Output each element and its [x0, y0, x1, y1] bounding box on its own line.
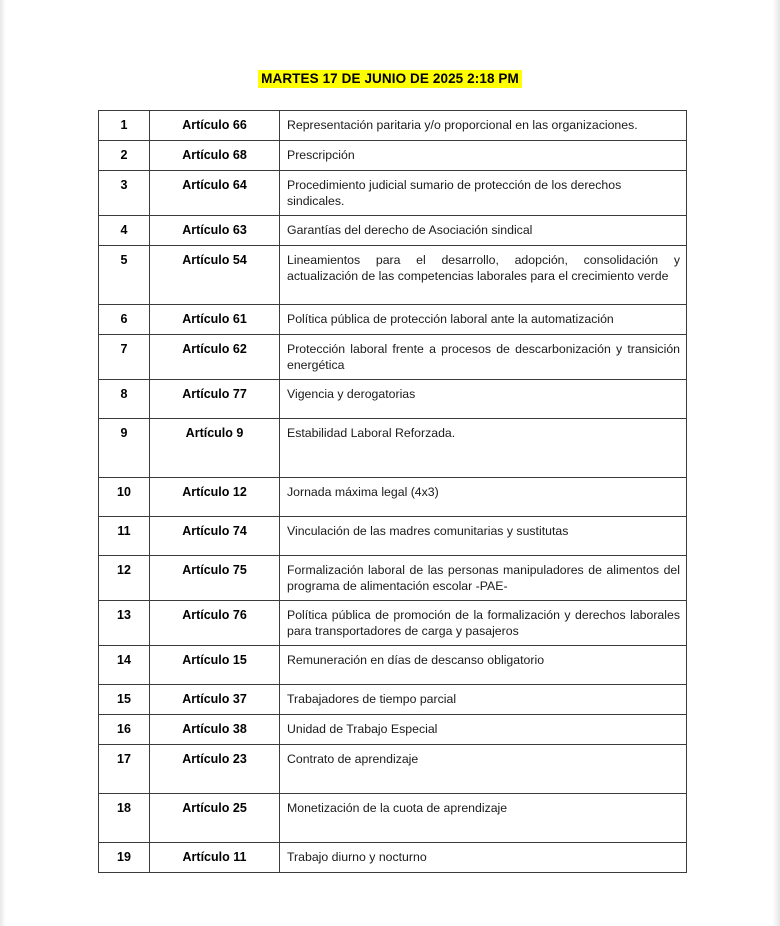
- article-cell: [150, 246, 280, 305]
- table-row: [99, 216, 687, 246]
- description-cell: [280, 715, 687, 745]
- article-cell: [150, 141, 280, 171]
- article-cell: [150, 556, 280, 601]
- document-title-container: [0, 70, 780, 88]
- article-cell: [150, 646, 280, 685]
- article-cell: [150, 305, 280, 335]
- row-number: 19: [117, 850, 131, 864]
- table-row: [99, 517, 687, 556]
- row-number-cell: [99, 715, 150, 745]
- description-text: Procedimiento judicial sumario de protección de los derechos sindicales.: [287, 178, 622, 208]
- description-cell: [280, 111, 687, 141]
- description-cell: [280, 601, 687, 646]
- row-number-cell: [99, 556, 150, 601]
- row-number-cell: [99, 335, 150, 380]
- article-label: Artículo 68: [182, 148, 247, 162]
- row-number-cell: [99, 478, 150, 517]
- description-cell: [280, 794, 687, 843]
- row-number: 17: [117, 752, 131, 766]
- article-cell: [150, 380, 280, 419]
- table-row: [99, 745, 687, 794]
- article-label: Artículo 75: [182, 563, 247, 577]
- description-cell: [280, 216, 687, 246]
- article-cell: [150, 216, 280, 246]
- description-cell: [280, 141, 687, 171]
- article-cell: [150, 715, 280, 745]
- article-label: Artículo 63: [182, 223, 247, 237]
- table-row: [99, 685, 687, 715]
- description-text: Trabajo diurno y nocturno: [287, 850, 427, 864]
- document-title: MARTES 17 DE JUNIO DE 2025 2:18 PM: [258, 70, 522, 88]
- row-number: 18: [117, 801, 131, 815]
- row-number-cell: [99, 305, 150, 335]
- description-text: Vigencia y derogatorias: [287, 387, 416, 401]
- description-text: Vinculación de las madres comunitarias y sustitutas: [287, 524, 569, 538]
- article-label: Artículo 66: [182, 118, 247, 132]
- table-row: [99, 843, 687, 873]
- row-number: 3: [120, 178, 128, 192]
- article-cell: [150, 745, 280, 794]
- article-cell: [150, 335, 280, 380]
- article-label: Artículo 38: [182, 722, 247, 736]
- row-number-cell: [99, 685, 150, 715]
- row-number: 6: [120, 312, 128, 326]
- row-number: 16: [117, 722, 131, 736]
- article-label: Artículo 76: [182, 608, 247, 622]
- row-number: 4: [120, 223, 128, 237]
- description-text: Remuneración en días de descanso obligatorio: [287, 653, 545, 667]
- article-label: Artículo 25: [182, 801, 247, 815]
- article-cell: [150, 794, 280, 843]
- row-number: 15: [117, 692, 131, 706]
- article-label: Artículo 12: [182, 485, 247, 499]
- row-number: 10: [117, 485, 131, 499]
- article-cell: [150, 517, 280, 556]
- description-text: Contrato de aprendizaje: [287, 752, 419, 766]
- row-number-cell: [99, 601, 150, 646]
- table-row: [99, 646, 687, 685]
- row-number: 13: [117, 608, 131, 622]
- description-text: Formalización laboral de las personas manipuladores de alimentos del programa de alimentación escolar -PAE-: [287, 563, 680, 593]
- row-number: 1: [120, 118, 128, 132]
- description-text: Unidad de Trabajo Especial: [287, 722, 438, 736]
- article-label: Artículo 23: [182, 752, 247, 766]
- description-cell: [280, 478, 687, 517]
- page-edge-left: [0, 0, 6, 926]
- row-number-cell: [99, 419, 150, 478]
- article-label: Artículo 9: [185, 426, 244, 440]
- description-cell: [280, 419, 687, 478]
- row-number: 2: [120, 148, 128, 162]
- description-cell: [280, 171, 687, 216]
- row-number-cell: [99, 141, 150, 171]
- table-row: [99, 111, 687, 141]
- description-cell: [280, 335, 687, 380]
- description-cell: [280, 685, 687, 715]
- description-text: Lineamientos para el desarrollo, adopción, consolidación y actualización de las competencias laborales para el crecimiento verde: [287, 253, 680, 283]
- description-cell: [280, 646, 687, 685]
- row-number-cell: [99, 646, 150, 685]
- article-label: Artículo 64: [182, 178, 247, 192]
- article-cell: [150, 685, 280, 715]
- table-row: [99, 794, 687, 843]
- description-cell: [280, 556, 687, 601]
- table-row: [99, 171, 687, 216]
- article-cell: [150, 111, 280, 141]
- table-row: [99, 478, 687, 517]
- row-number-cell: [99, 843, 150, 873]
- description-text: Prescripción: [287, 148, 355, 162]
- description-text: Monetización de la cuota de aprendizaje: [287, 801, 508, 815]
- row-number: 5: [120, 253, 128, 267]
- row-number-cell: [99, 246, 150, 305]
- article-cell: [150, 478, 280, 517]
- description-cell: [280, 246, 687, 305]
- article-label: Artículo 74: [182, 524, 247, 538]
- row-number: 11: [117, 524, 131, 538]
- table-row: [99, 335, 687, 380]
- description-text: Protección laboral frente a procesos de descarbonización y transición energética: [287, 342, 680, 372]
- description-cell: [280, 517, 687, 556]
- article-cell: [150, 171, 280, 216]
- article-label: Artículo 54: [182, 253, 247, 267]
- row-number: 12: [117, 563, 131, 577]
- description-text: Trabajadores de tiempo parcial: [287, 692, 457, 706]
- article-cell: [150, 419, 280, 478]
- article-cell: [150, 843, 280, 873]
- table-row: [99, 715, 687, 745]
- table-row: [99, 419, 687, 478]
- row-number-cell: [99, 745, 150, 794]
- row-number-cell: [99, 517, 150, 556]
- description-text: Jornada máxima legal (4x3): [287, 485, 439, 499]
- row-number-cell: [99, 171, 150, 216]
- description-text: Política pública de promoción de la formalización y derechos laborales para transportadores de carga y pasajeros: [287, 608, 680, 638]
- table-row: [99, 556, 687, 601]
- description-cell: [280, 745, 687, 794]
- row-number: 9: [120, 426, 128, 440]
- articles-table-body: [99, 111, 687, 873]
- table-row: [99, 305, 687, 335]
- row-number-cell: [99, 111, 150, 141]
- row-number-cell: [99, 380, 150, 419]
- description-cell: [280, 843, 687, 873]
- table-row: [99, 246, 687, 305]
- row-number: 14: [117, 653, 131, 667]
- description-text: Política pública de protección laboral ante la automatización: [287, 312, 614, 326]
- article-label: Artículo 61: [182, 312, 247, 326]
- row-number: 8: [120, 387, 128, 401]
- row-number-cell: [99, 794, 150, 843]
- table-row: [99, 380, 687, 419]
- description-cell: [280, 305, 687, 335]
- article-label: Artículo 37: [182, 692, 247, 706]
- row-number: 7: [120, 342, 128, 356]
- article-label: Artículo 15: [182, 653, 247, 667]
- articles-table: [98, 110, 687, 873]
- description-text: Garantías del derecho de Asociación sindical: [287, 223, 533, 237]
- description-cell: [280, 380, 687, 419]
- table-row: [99, 601, 687, 646]
- article-cell: [150, 601, 280, 646]
- article-label: Artículo 77: [182, 387, 247, 401]
- row-number-cell: [99, 216, 150, 246]
- description-text: Representación paritaria y/o proporcional en las organizaciones.: [287, 118, 638, 132]
- table-row: [99, 141, 687, 171]
- article-label: Artículo 62: [182, 342, 247, 356]
- description-text: Estabilidad Laboral Reforzada.: [287, 426, 456, 440]
- article-label: Artículo 11: [182, 850, 247, 864]
- page-edge-right: [772, 0, 780, 926]
